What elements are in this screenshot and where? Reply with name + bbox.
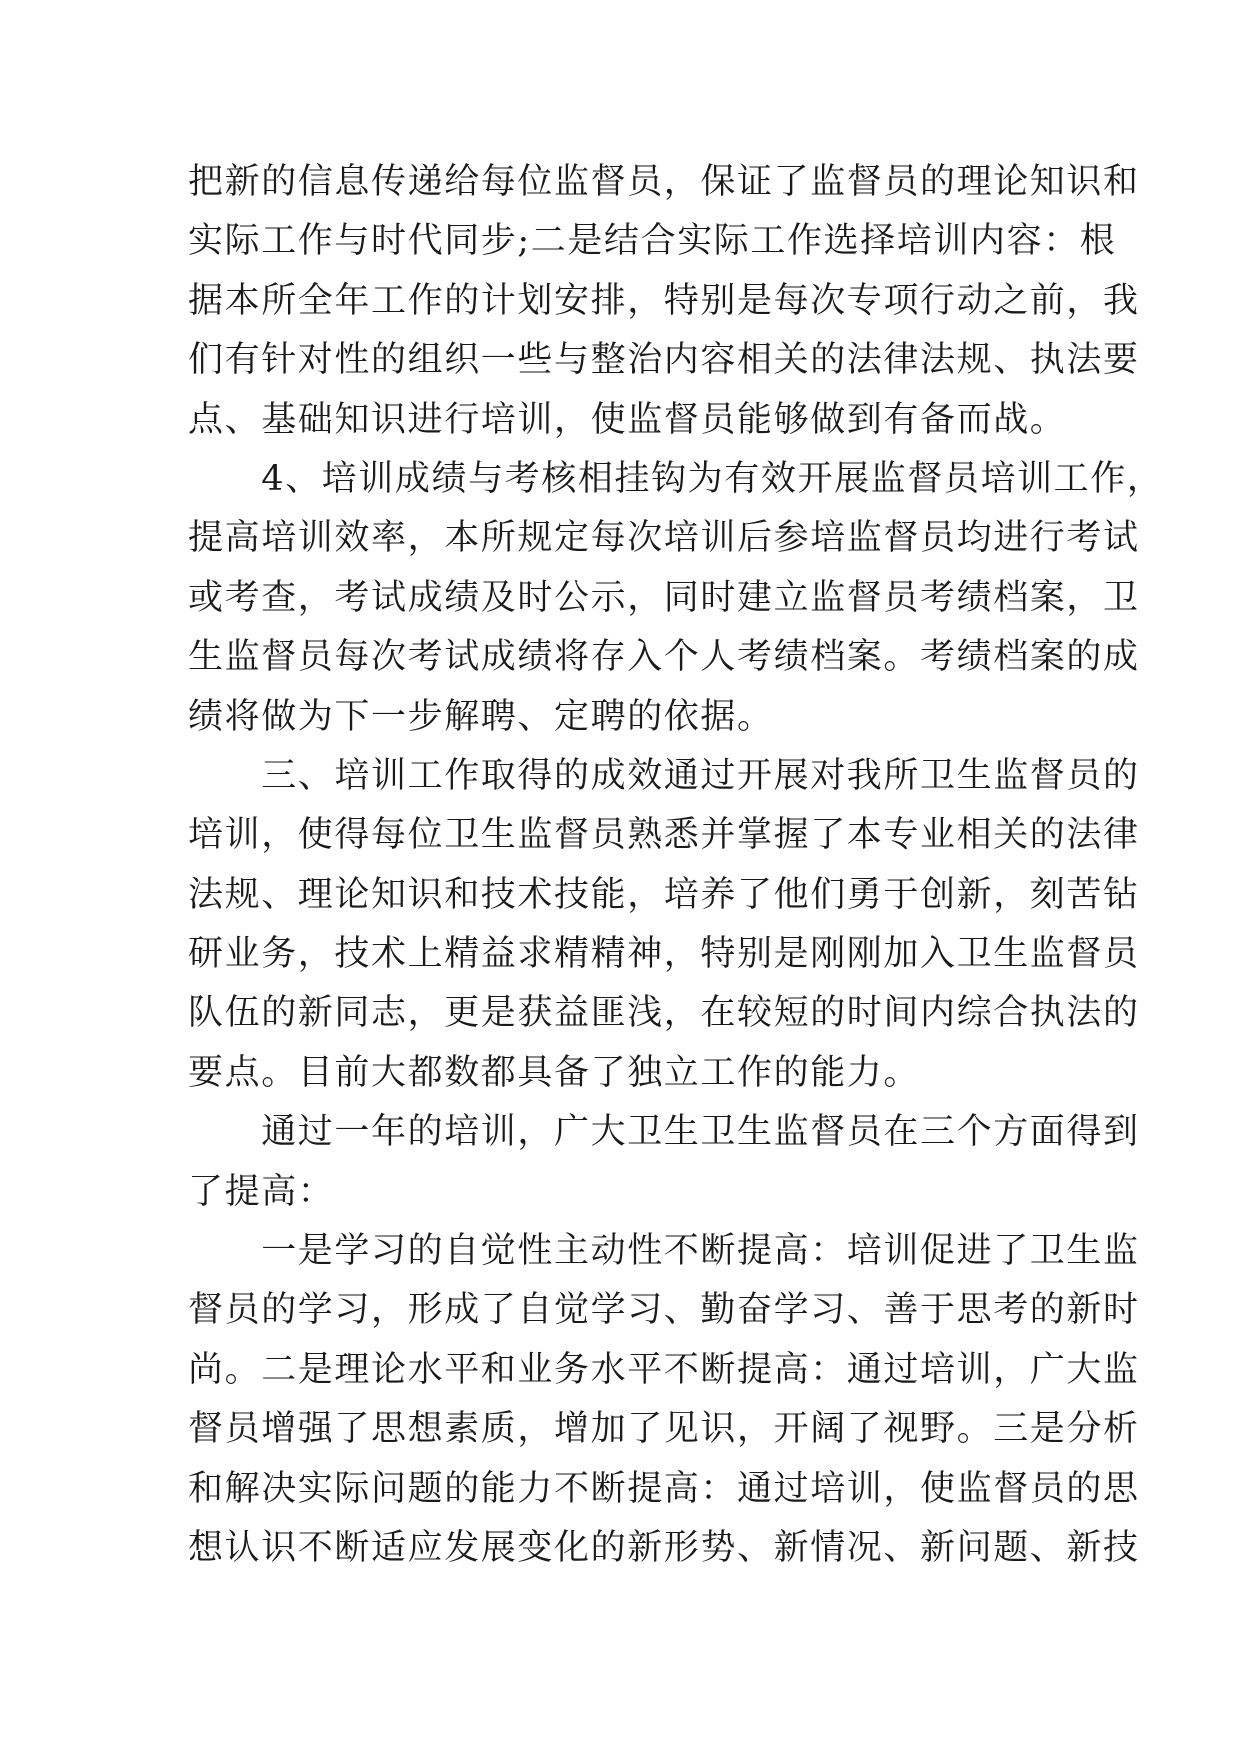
text-line: 或考查，考试成绩及时公示，同时建立监督员考绩档案，卫 <box>188 577 1140 618</box>
text-line: 生监督员每次考试成绩将存入个人考绩档案。考绩档案的成 <box>188 637 1140 678</box>
text-line: 督员增强了思想素质，增加了见识，开阔了视野。三是分析 <box>188 1409 1140 1450</box>
text-line: 提高培训效率，本所规定每次培训后参培监督员均进行考试 <box>188 518 1140 559</box>
text-line: 研业务，技术上精益求精精神，特别是刚刚加入卫生监督员 <box>188 934 1140 975</box>
text-line: 们有针对性的组织一些与整治内容相关的法律法规、执法要 <box>188 340 1140 381</box>
text-line: 三、培训工作取得的成效通过开展对我所卫生监督员的 <box>188 755 1140 796</box>
text-line: 了提高： <box>188 1171 335 1212</box>
text-line: 想认识不断适应发展变化的新形势、新情况、新问题、新技 <box>188 1527 1140 1568</box>
text-line: 要点。目前大都数都具备了独立工作的能力。 <box>188 1052 921 1093</box>
text-line: 法规、理论知识和技术技能，培养了他们勇于创新，刻苦钻 <box>188 874 1140 915</box>
text-line: 通过一年的培训，广大卫生卫生监督员在三个方面得到 <box>188 1112 1140 1153</box>
text-line: 据本所全年工作的计划安排，特别是每次专项行动之前，我 <box>188 280 1140 321</box>
document-body <box>188 153 1164 1578</box>
text-line: 把新的信息传递给每位监督员，保证了监督员的理论知识和 <box>188 162 1140 202</box>
text-line: 实际工作与时代同步;二是结合实际工作选择培训内容：根 <box>188 221 1117 262</box>
text-line: 点、基础知识进行培训，使监督员能够做到有备而战。 <box>188 399 1067 440</box>
text-line: 和解决实际问题的能力不断提高：通过培训，使监督员的思 <box>188 1468 1140 1509</box>
text-line: 4、培训成绩与考核相挂钩为有效开展监督员培训工作， <box>188 458 1164 499</box>
text-line: 一是学习的自觉性主动性不断提高：培训促进了卫生监 <box>188 1231 1140 1272</box>
text-line: 队伍的新同志，更是获益匪浅，在较短的时间内综合执法的 <box>188 993 1140 1034</box>
text-line: 尚。二是理论水平和业务水平不断提高：通过培训，广大监 <box>188 1349 1140 1390</box>
text-line: 培训，使得每位卫生监督员熟悉并掌握了本专业相关的法律 <box>188 815 1140 856</box>
text-line: 督员的学习，形成了自觉学习、勤奋学习、善于思考的新时 <box>188 1290 1140 1331</box>
text-line: 绩将做为下一步解聘、定聘的依据。 <box>188 696 774 737</box>
